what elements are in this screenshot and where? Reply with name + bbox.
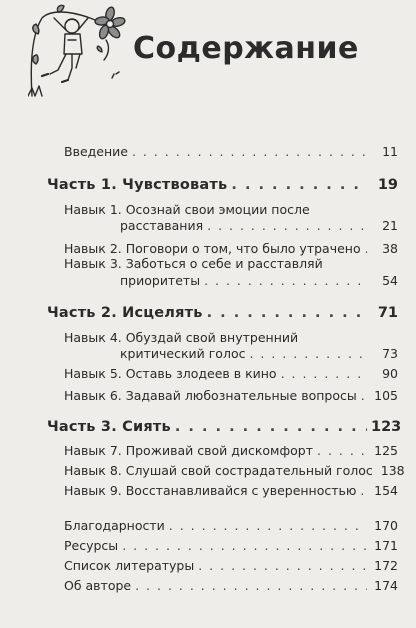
toc-page-number: 123 <box>371 419 402 435</box>
toc-entry-skill1-line1: Навык 1. Осознай свои эмоции после <box>64 202 310 217</box>
leader-dots <box>198 558 367 573</box>
leader-dots <box>169 518 367 533</box>
toc-entry-skill2[interactable] <box>0 241 416 256</box>
toc-entry-author[interactable] <box>0 578 416 593</box>
toc-entry-label: Навык 6. Задавай любознательные вопросы <box>64 388 357 403</box>
toc-entry-label: Навык 7. Проживай свой дискомфорт <box>64 443 314 458</box>
toc-entry-label: расставания <box>120 218 204 233</box>
toc-entry-skill7[interactable] <box>0 443 416 458</box>
toc-page-number: 105 <box>374 388 398 403</box>
toc-entry-skill8[interactable] <box>0 463 416 478</box>
toc-entry-skill4[interactable] <box>0 346 416 361</box>
toc-entry-literature[interactable] <box>0 558 416 573</box>
toc-entry-label: Навык 2. Поговори о том, что было утрачено <box>64 241 361 256</box>
toc-part-label: Часть 1. Чувствовать <box>47 177 228 193</box>
toc-entry-skill4-line1: Навык 4. Обуздай свой внутренний <box>64 330 299 345</box>
leader-dots <box>361 388 367 403</box>
leader-dots <box>249 346 367 361</box>
toc-part-2[interactable] <box>0 306 416 321</box>
toc-entry-label: Благодарности <box>64 518 165 533</box>
toc-page-number: 90 <box>382 366 398 381</box>
toc-page-number: 170 <box>374 518 398 533</box>
toc-entry-label: Список литературы <box>64 558 195 573</box>
person-hanging-on-flower-garland-icon <box>28 4 128 100</box>
toc-entry-skill3[interactable] <box>0 273 416 288</box>
toc-entry-resources[interactable] <box>0 538 416 553</box>
leader-dots <box>122 538 367 553</box>
toc-page-number: 138 <box>380 463 405 478</box>
leader-dots <box>360 483 367 498</box>
toc-page-number: 38 <box>382 241 398 256</box>
page-title: Содержание <box>133 31 359 66</box>
toc-page-number: 71 <box>377 305 398 321</box>
toc-page-number: 172 <box>374 558 398 573</box>
leader-dots <box>175 420 367 435</box>
toc-entry-skill3-line1: Навык 3. Заботься о себе и расставляй <box>64 256 323 271</box>
leader-dots <box>365 241 367 256</box>
toc-page-number: 11 <box>382 144 398 159</box>
leader-dots <box>207 306 367 321</box>
toc-entry-intro[interactable] <box>0 144 416 159</box>
leader-dots <box>132 144 367 159</box>
toc-page-number: 54 <box>382 273 398 288</box>
toc-entry-label: Об авторе <box>64 578 132 593</box>
toc-page-number: 73 <box>382 346 398 361</box>
toc-entry-label: Ресурсы <box>64 538 119 553</box>
toc-page-number: 154 <box>374 483 398 498</box>
toc-entry-label: Навык 9. Восстанавливайся с уверенностью <box>64 483 357 498</box>
toc-page-number: 19 <box>377 177 398 193</box>
leader-dots <box>207 218 367 233</box>
toc-entry-label: Навык 8. Слушай свой сострадательный голос <box>64 463 373 478</box>
toc-entry-label: Навык 5. Оставь злодеев в кино <box>64 366 277 381</box>
toc-part-1[interactable] <box>0 178 416 193</box>
leader-dots <box>317 443 367 458</box>
toc-entry-thanks[interactable] <box>0 518 416 533</box>
toc-entry-skill5[interactable] <box>0 366 416 381</box>
toc-page-number: 171 <box>374 538 398 553</box>
leader-dots <box>231 178 367 193</box>
toc-entry-label: приоритеты <box>120 273 201 288</box>
toc-entry-label: критический голос <box>120 346 246 361</box>
leader-dots <box>281 366 367 381</box>
toc-entry-label: Введение <box>64 144 128 159</box>
toc-part-3[interactable] <box>0 420 416 435</box>
toc-entry-skill1[interactable] <box>0 218 416 233</box>
toc-part-label: Часть 2. Исцелять <box>47 305 203 321</box>
leader-dots <box>204 273 367 288</box>
toc-page-number: 125 <box>374 443 398 458</box>
toc-entry-skill6[interactable] <box>0 388 416 403</box>
toc-page-number: 21 <box>382 218 398 233</box>
toc-page-number: 174 <box>374 578 398 593</box>
toc-part-label: Часть 3. Сиять <box>47 419 171 435</box>
toc-entry-skill9[interactable] <box>0 483 416 498</box>
leader-dots <box>135 578 367 593</box>
